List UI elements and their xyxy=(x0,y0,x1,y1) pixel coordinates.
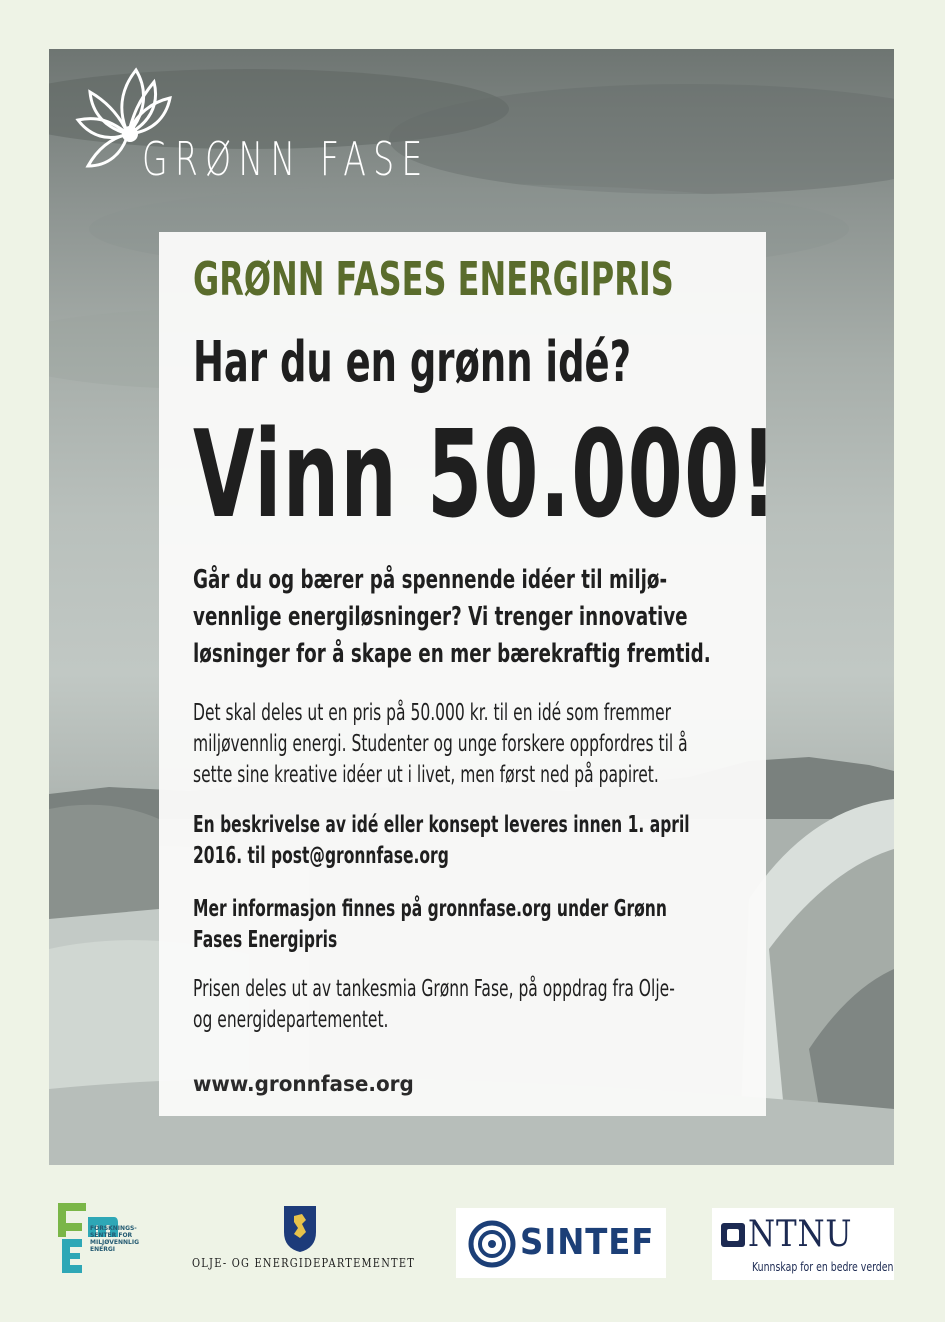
prize-card xyxy=(159,232,778,1116)
sintef-mark-icon xyxy=(468,1220,516,1268)
headline-question: Har du en grønn idé? xyxy=(193,330,632,395)
sintef-name: SINTEF xyxy=(520,1222,655,1263)
fme-logo xyxy=(52,1193,172,1283)
oed-name: OLJE- OG ENERGIDEPARTEMENTET xyxy=(192,1256,416,1270)
coat-of-arms-icon xyxy=(280,1202,320,1254)
oed-logo xyxy=(176,1198,416,1282)
deadline-paragraph: En beskrivelse av idé eller konsept leveres innen 1. april 2016. til post@gronnfase.org xyxy=(193,812,690,869)
awarded-by-paragraph: Prisen deles ut av tankesmia Grønn Fase, på oppdrag fra Olje- og energidepartementet. xyxy=(193,976,675,1033)
description-paragraph: Det skal deles ut en pris på 50.000 kr. til en idé som fremmer miljøvennlig energi. Studenter og unge forskere oppfordres til å sette sine kreative idéer ut i livet, men først ned på papiret. xyxy=(193,700,688,788)
fme-caption: FORSKNINGS- SENTER FOR MILJØVENNLIG ENERGI xyxy=(90,1225,140,1253)
gronn-fase-logo xyxy=(66,62,430,212)
ntnu-logo xyxy=(712,1208,894,1280)
more-info-paragraph: Mer informasjon finnes på gronnfase.org under Grønn Fases Energipris xyxy=(193,896,667,953)
ntnu-tagline: Kunnskap for en bedre verden xyxy=(752,1260,894,1274)
ntnu-square-icon xyxy=(720,1222,746,1248)
headline-prize: Vinn 50.000! xyxy=(193,406,778,545)
brand-name: GRØNN FASE xyxy=(142,132,430,186)
prize-tagline: GRØNN FASES ENERGIPRIS xyxy=(193,252,674,306)
sintef-logo xyxy=(456,1208,666,1278)
ntnu-name: NTNU xyxy=(748,1214,853,1255)
website-link[interactable]: www.gronnfase.org xyxy=(193,1072,414,1096)
lead-paragraph: Går du og bærer på spennende idéer til miljø-vennlige energiløsninger? Vi trenger innovative løsninger for å skape en mer bærekraftig fremtid. xyxy=(193,565,711,669)
